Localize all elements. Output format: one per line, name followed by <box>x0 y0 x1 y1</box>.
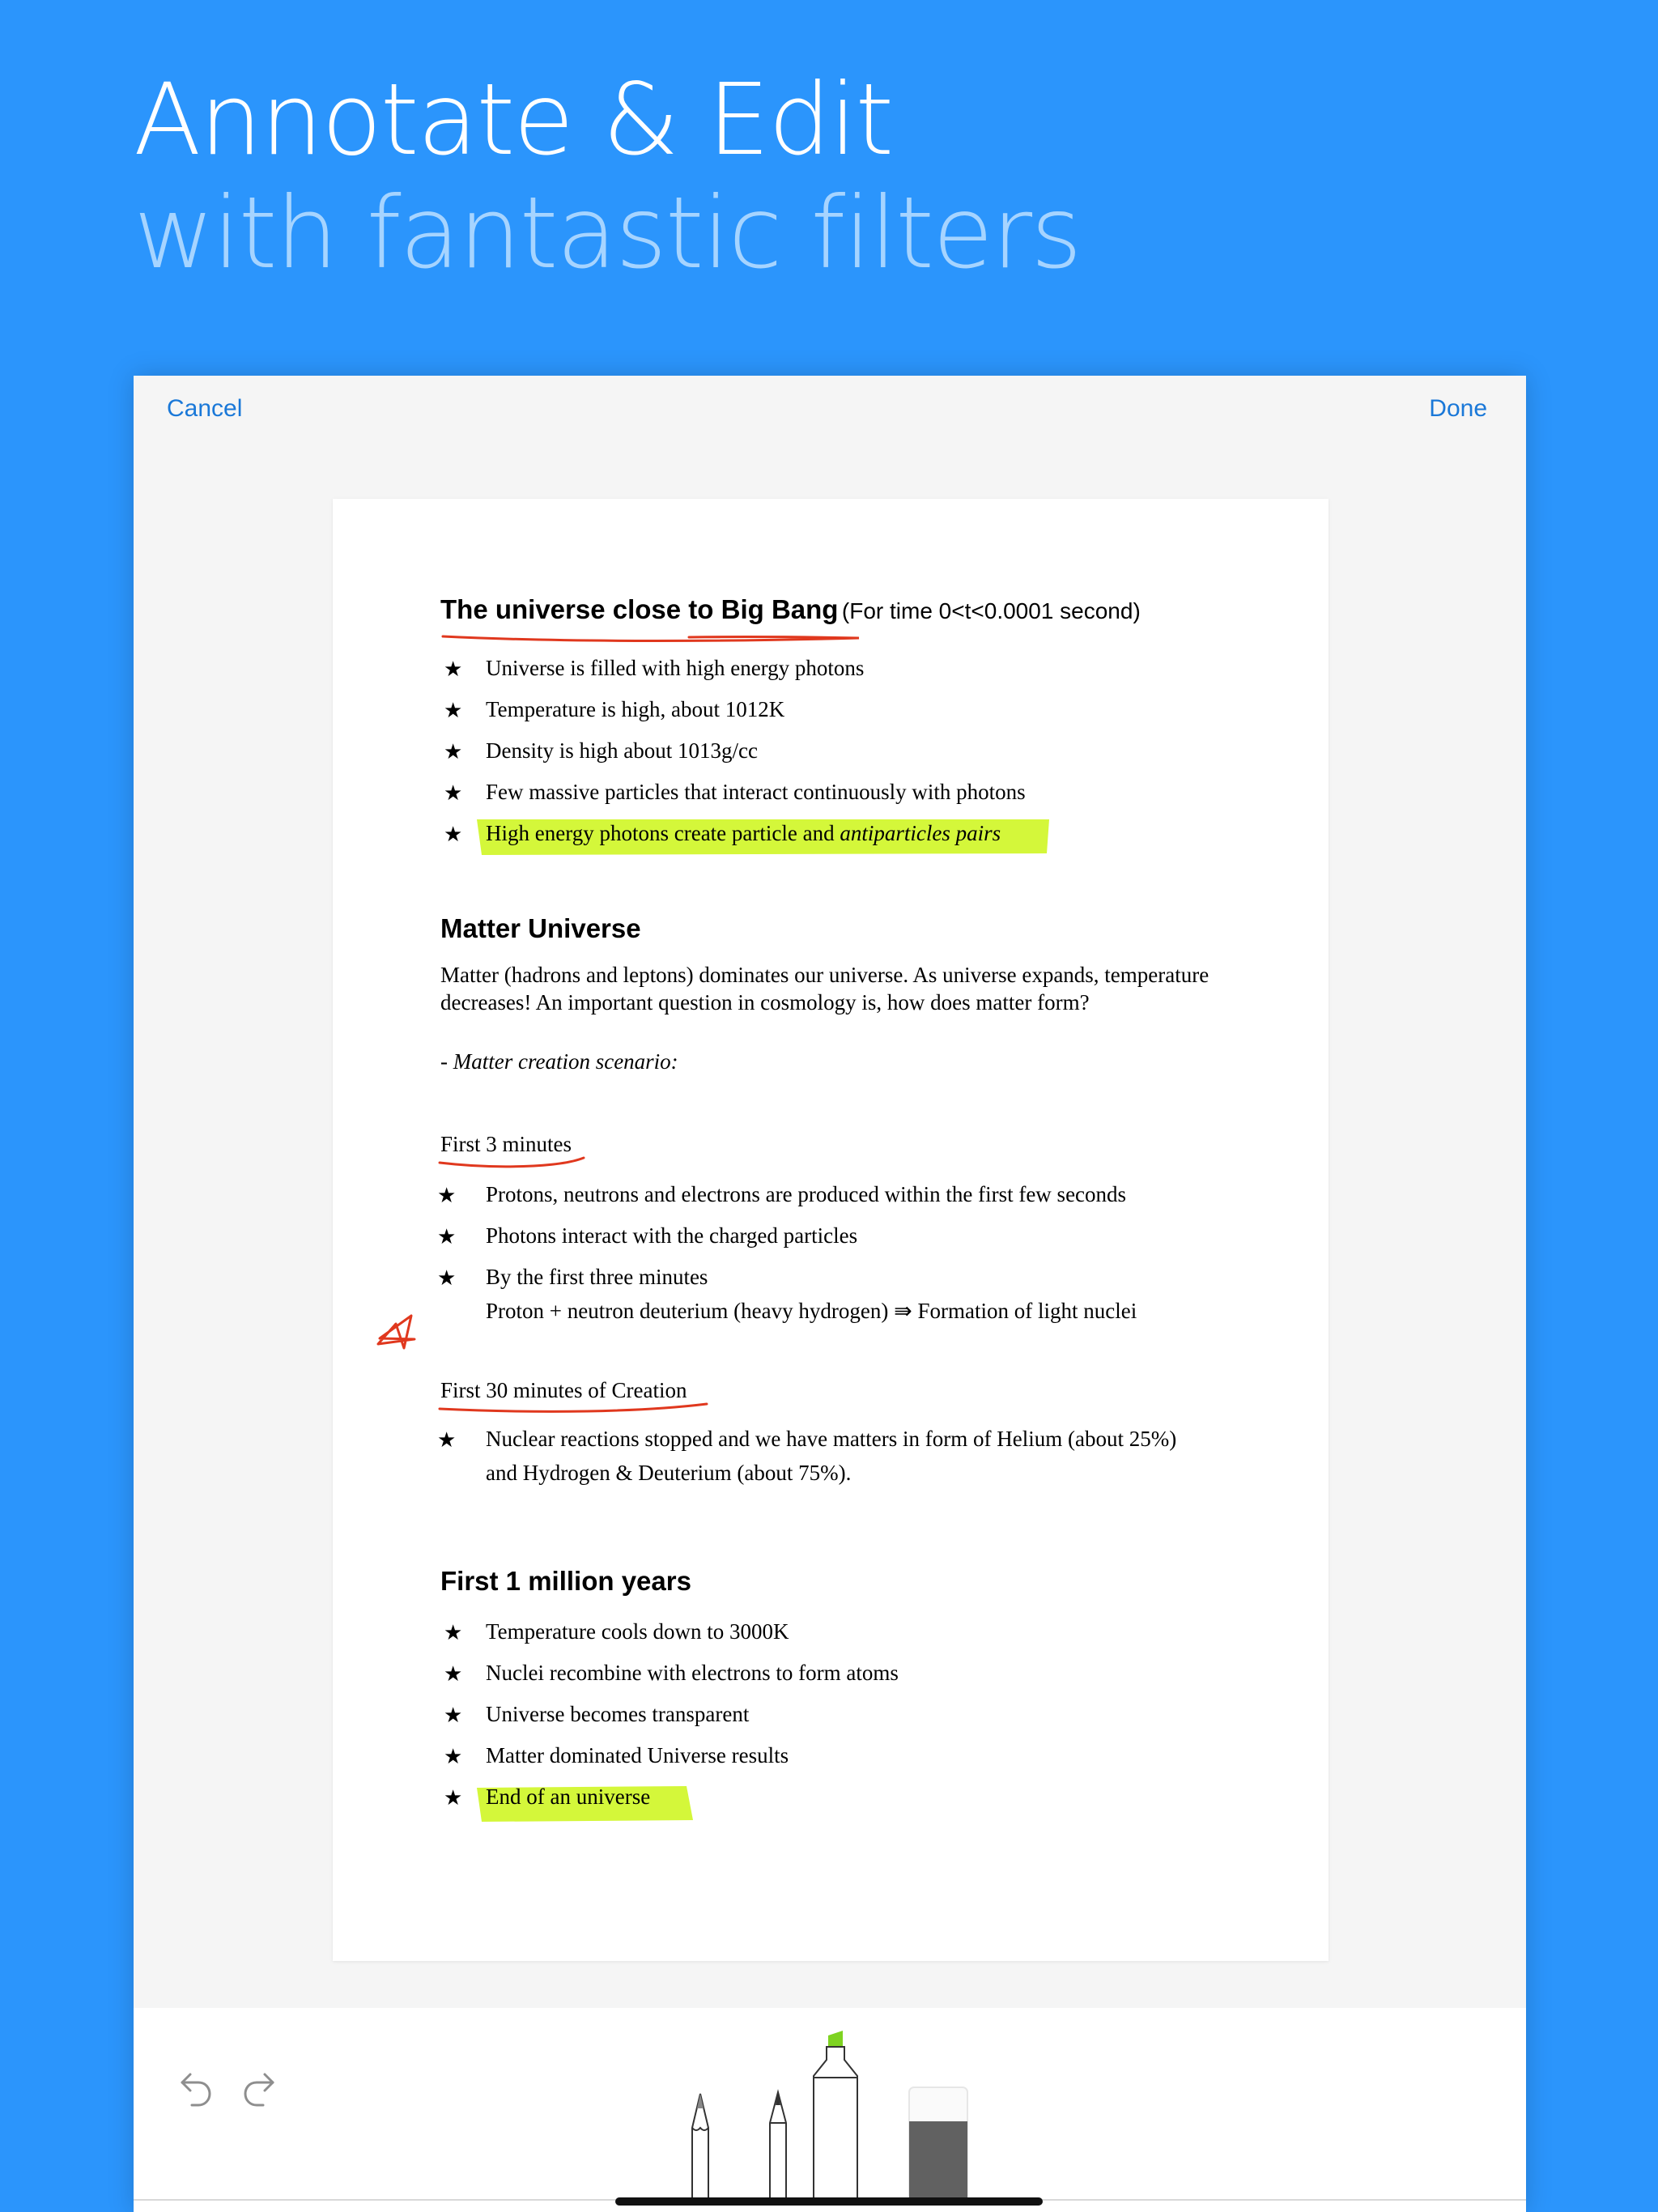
highlight-text: High energy photons create particle and <box>486 821 840 845</box>
red-star-annotation <box>378 1316 414 1348</box>
list-item: Nuclear reactions stopped and we have matters in form of Helium (about 25%) <box>486 1427 1177 1451</box>
headline-subtitle: with fantastic filters <box>134 176 1081 291</box>
arrow-icon: ⇛ <box>894 1299 912 1323</box>
doc-title-sub: (For time 0<t<0.0001 second) <box>841 598 1141 623</box>
subheading-first-3-minutes: First 3 minutes <box>440 1132 572 1156</box>
star-bullet-icon: ★ <box>444 1745 463 1769</box>
continuation-text-b: Formation of light nuclei <box>917 1299 1137 1323</box>
list-item-continuation <box>486 1299 1137 1324</box>
star-bullet-icon: ★ <box>444 781 463 806</box>
list-item: Nuclei recombine with electrons to form atoms <box>486 1661 899 1685</box>
list-item: Universe is filled with high energy photons <box>486 656 865 680</box>
matter-paragraph-line2: decreases! An important question in cosmology is, how does matter form? <box>440 990 1090 1015</box>
list-item: Temperature cools down to 3000K <box>486 1619 789 1644</box>
star-bullet-icon: ★ <box>444 1662 463 1687</box>
doc-title-line <box>440 594 1141 625</box>
done-button[interactable]: Done <box>1429 395 1487 422</box>
section-heading-million-years: First 1 million years <box>440 1566 691 1596</box>
star-bullet-icon: ★ <box>444 740 463 764</box>
star-bullet-icon: ★ <box>437 1225 457 1249</box>
home-indicator[interactable] <box>615 2197 1043 2206</box>
list-item: By the first three minutes <box>486 1265 708 1289</box>
star-bullet-icon: ★ <box>444 699 463 723</box>
red-underline-title <box>443 636 859 641</box>
list-item: Photons interact with the charged particles <box>486 1223 858 1248</box>
cancel-button[interactable]: Cancel <box>167 395 243 422</box>
red-underline-first30 <box>440 1404 707 1411</box>
list-item: Protons, neutrons and electrons are produced within the first few seconds <box>486 1182 1127 1206</box>
star-bullet-icon: ★ <box>444 1786 463 1810</box>
star-bullet-icon: ★ <box>437 1428 457 1453</box>
document-page[interactable] <box>333 499 1329 1961</box>
star-bullet-icon: ★ <box>437 1184 457 1208</box>
highlighted-list-item: End of an universe <box>486 1784 651 1809</box>
eraser-icon[interactable] <box>906 2084 971 2201</box>
list-item: Few massive particles that interact continuously with photons <box>486 780 1026 804</box>
redo-icon[interactable] <box>239 2068 279 2108</box>
headline <box>134 63 1081 290</box>
undo-icon[interactable] <box>176 2068 216 2108</box>
section-heading-matter: Matter Universe <box>440 913 641 943</box>
subheading-first-30-minutes: First 30 minutes of Creation <box>440 1378 687 1402</box>
star-bullet-icon: ★ <box>444 657 463 682</box>
red-underline-first3 <box>440 1158 584 1167</box>
highlighter-icon[interactable] <box>807 2031 864 2201</box>
list-item: Matter dominated Universe results <box>486 1743 789 1767</box>
matter-paragraph-line1: Matter (hadrons and leptons) dominates our universe. As universe expands, temperature <box>440 963 1209 987</box>
continuation-text-a: Proton + neutron deuterium (heavy hydrogen) <box>486 1299 889 1323</box>
star-bullet-icon: ★ <box>444 1621 463 1645</box>
doc-title: The universe close to Big Bang <box>440 594 839 624</box>
highlight-text-italic: antiparticles pairs <box>840 821 1001 845</box>
pencil-icon[interactable] <box>681 2087 720 2201</box>
list-item-continuation: and Hydrogen & Deuterium (about 75%). <box>486 1461 852 1485</box>
highlighted-list-item <box>486 821 1001 846</box>
list-item: Universe becomes transparent <box>486 1702 750 1726</box>
drawing-toolbar <box>134 2008 1526 2212</box>
editor-window <box>134 376 1526 2212</box>
star-bullet-icon: ★ <box>444 823 463 847</box>
headline-title: Annotate & Edit <box>134 62 893 177</box>
list-item: Density is high about 1013g/cc <box>486 738 758 763</box>
star-bullet-icon: ★ <box>444 1704 463 1728</box>
list-item: Temperature is high, about 1012K <box>486 697 785 721</box>
pen-icon[interactable] <box>759 2087 797 2201</box>
star-bullet-icon: ★ <box>437 1266 457 1291</box>
scenario-label: - Matter creation scenario: <box>440 1049 678 1074</box>
